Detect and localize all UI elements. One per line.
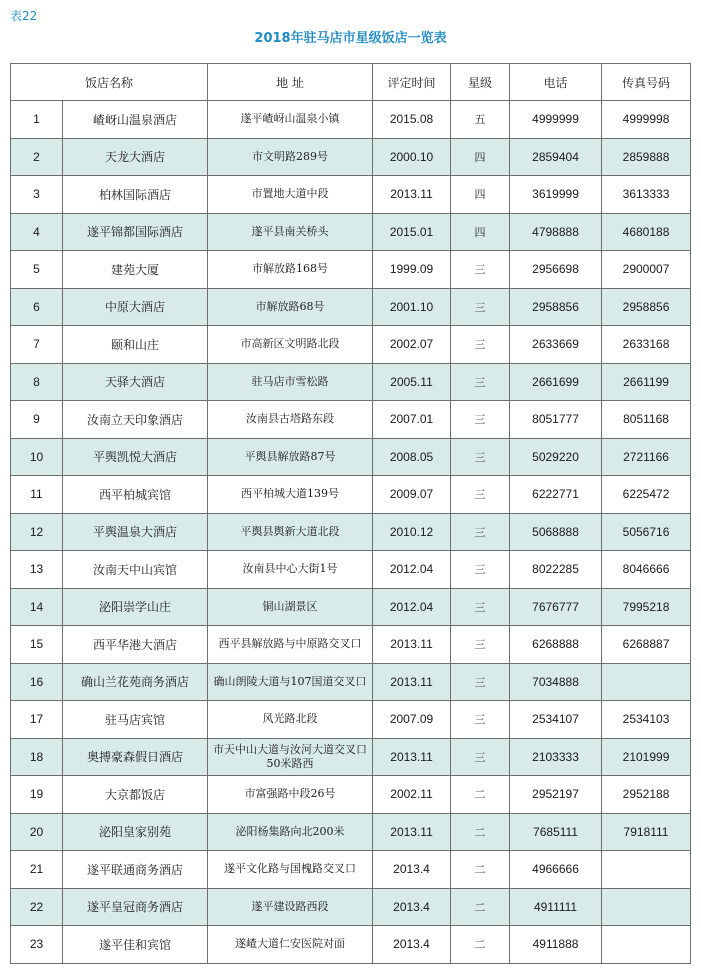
cell-star: 四 bbox=[451, 176, 510, 214]
cell-address: 遂嵖大道仁安医院对面 bbox=[208, 926, 373, 964]
cell-address: 市解放路168号 bbox=[208, 251, 373, 289]
cell-address: 汝南县古塔路东段 bbox=[208, 401, 373, 439]
cell-index: 13 bbox=[11, 551, 63, 589]
cell-star: 四 bbox=[451, 138, 510, 176]
cell-hotel-name: 颐和山庄 bbox=[63, 326, 208, 364]
cell-fax bbox=[602, 888, 691, 926]
cell-hotel-name: 平舆凯悦大酒店 bbox=[63, 438, 208, 476]
cell-address: 风光路北段 bbox=[208, 701, 373, 739]
cell-date: 2013.11 bbox=[373, 813, 451, 851]
cell-hotel-name: 天驿大酒店 bbox=[63, 363, 208, 401]
cell-hotel-name: 驻马店宾馆 bbox=[63, 701, 208, 739]
cell-fax: 8051168 bbox=[602, 401, 691, 439]
cell-fax: 2633168 bbox=[602, 326, 691, 364]
header-star: 星级 bbox=[451, 64, 510, 101]
cell-fax bbox=[602, 663, 691, 701]
cell-date: 2010.12 bbox=[373, 513, 451, 551]
cell-phone: 4911111 bbox=[510, 888, 602, 926]
cell-phone: 2633669 bbox=[510, 326, 602, 364]
cell-fax: 2952188 bbox=[602, 776, 691, 814]
cell-fax: 6268887 bbox=[602, 626, 691, 664]
cell-phone: 8051777 bbox=[510, 401, 602, 439]
cell-fax: 7995218 bbox=[602, 588, 691, 626]
cell-hotel-name: 西平华港大酒店 bbox=[63, 626, 208, 664]
cell-index: 17 bbox=[11, 701, 63, 739]
cell-index: 5 bbox=[11, 251, 63, 289]
cell-star: 二 bbox=[451, 776, 510, 814]
cell-star: 三 bbox=[451, 401, 510, 439]
cell-address: 遂平文化路与国槐路交叉口 bbox=[208, 851, 373, 889]
cell-fax bbox=[602, 926, 691, 964]
cell-address: 遂平建设路西段 bbox=[208, 888, 373, 926]
cell-hotel-name: 柏林国际酒店 bbox=[63, 176, 208, 214]
cell-fax: 6225472 bbox=[602, 476, 691, 514]
table-row bbox=[11, 738, 691, 776]
cell-star: 三 bbox=[451, 701, 510, 739]
cell-star: 三 bbox=[451, 738, 510, 776]
cell-star: 二 bbox=[451, 813, 510, 851]
cell-hotel-name: 泌阳崇学山庄 bbox=[63, 588, 208, 626]
cell-phone: 4966666 bbox=[510, 851, 602, 889]
table-row bbox=[11, 588, 691, 626]
cell-date: 2005.11 bbox=[373, 363, 451, 401]
cell-address: 确山朗陵大道与107国道交叉口 bbox=[208, 663, 373, 701]
cell-index: 12 bbox=[11, 513, 63, 551]
cell-date: 2000.10 bbox=[373, 138, 451, 176]
table-row bbox=[11, 138, 691, 176]
cell-star: 三 bbox=[451, 513, 510, 551]
cell-address: 市富强路中段26号 bbox=[208, 776, 373, 814]
cell-phone: 4999999 bbox=[510, 101, 602, 139]
table-row bbox=[11, 438, 691, 476]
table-label: 表22 bbox=[10, 9, 38, 23]
cell-fax: 2721166 bbox=[602, 438, 691, 476]
header-fax: 传真号码 bbox=[602, 64, 691, 101]
cell-hotel-name: 平舆温泉大酒店 bbox=[63, 513, 208, 551]
cell-fax: 2859888 bbox=[602, 138, 691, 176]
cell-phone: 7034888 bbox=[510, 663, 602, 701]
cell-address: 市解放路68号 bbox=[208, 288, 373, 326]
table-row bbox=[11, 663, 691, 701]
table-row bbox=[11, 813, 691, 851]
cell-star: 三 bbox=[451, 551, 510, 589]
cell-address: 平舆县解放路87号 bbox=[208, 438, 373, 476]
cell-hotel-name: 汝南天中山宾馆 bbox=[63, 551, 208, 589]
cell-address: 驻马店市雪松路 bbox=[208, 363, 373, 401]
table-row bbox=[11, 551, 691, 589]
cell-phone: 5029220 bbox=[510, 438, 602, 476]
cell-date: 2002.07 bbox=[373, 326, 451, 364]
cell-address: 西平县解放路与中原路交叉口 bbox=[208, 626, 373, 664]
cell-date: 2013.4 bbox=[373, 926, 451, 964]
cell-phone: 4798888 bbox=[510, 213, 602, 251]
cell-hotel-name: 遂平皇冠商务酒店 bbox=[63, 888, 208, 926]
table-row bbox=[11, 476, 691, 514]
cell-hotel-name: 遂平联通商务酒店 bbox=[63, 851, 208, 889]
table-row bbox=[11, 251, 691, 289]
cell-date: 2008.05 bbox=[373, 438, 451, 476]
cell-date: 2013.11 bbox=[373, 626, 451, 664]
cell-index: 1 bbox=[11, 101, 63, 139]
cell-hotel-name: 遂平佳和宾馆 bbox=[63, 926, 208, 964]
cell-index: 21 bbox=[11, 851, 63, 889]
table-row bbox=[11, 288, 691, 326]
cell-index: 9 bbox=[11, 401, 63, 439]
table-row bbox=[11, 401, 691, 439]
table-row bbox=[11, 926, 691, 964]
cell-date: 2007.01 bbox=[373, 401, 451, 439]
cell-address: 市天中山大道与汝河大道交叉口50米路西 bbox=[208, 738, 373, 776]
cell-star: 三 bbox=[451, 588, 510, 626]
cell-hotel-name: 遂平锦都国际酒店 bbox=[63, 213, 208, 251]
cell-fax: 2900007 bbox=[602, 251, 691, 289]
cell-date: 2013.11 bbox=[373, 738, 451, 776]
cell-hotel-name: 确山兰花苑商务酒店 bbox=[63, 663, 208, 701]
cell-phone: 5068888 bbox=[510, 513, 602, 551]
cell-date: 1999.09 bbox=[373, 251, 451, 289]
hotel-table bbox=[10, 63, 691, 964]
cell-phone: 2956698 bbox=[510, 251, 602, 289]
cell-star: 三 bbox=[451, 476, 510, 514]
cell-fax: 2661199 bbox=[602, 363, 691, 401]
table-row bbox=[11, 626, 691, 664]
cell-phone: 2661699 bbox=[510, 363, 602, 401]
cell-star: 二 bbox=[451, 888, 510, 926]
cell-star: 三 bbox=[451, 326, 510, 364]
cell-index: 10 bbox=[11, 438, 63, 476]
cell-index: 18 bbox=[11, 738, 63, 776]
cell-fax: 5056716 bbox=[602, 513, 691, 551]
cell-phone: 3619999 bbox=[510, 176, 602, 214]
cell-hotel-name: 泌阳皇家别苑 bbox=[63, 813, 208, 851]
cell-address: 西平柏城大道139号 bbox=[208, 476, 373, 514]
cell-fax: 2534103 bbox=[602, 701, 691, 739]
cell-address: 市文明路289号 bbox=[208, 138, 373, 176]
page-title: 2018年驻马店市星级饭店一览表 bbox=[254, 31, 447, 46]
cell-index: 6 bbox=[11, 288, 63, 326]
cell-star: 五 bbox=[451, 101, 510, 139]
cell-phone: 6222771 bbox=[510, 476, 602, 514]
cell-date: 2015.08 bbox=[373, 101, 451, 139]
cell-address: 汝南县中心大街1号 bbox=[208, 551, 373, 589]
cell-fax: 4999998 bbox=[602, 101, 691, 139]
cell-index: 15 bbox=[11, 626, 63, 664]
cell-hotel-name: 天龙大酒店 bbox=[63, 138, 208, 176]
cell-address: 遂平县南关桥头 bbox=[208, 213, 373, 251]
table-row bbox=[11, 213, 691, 251]
table-row bbox=[11, 701, 691, 739]
cell-hotel-name: 嵖岈山温泉酒店 bbox=[63, 101, 208, 139]
cell-phone: 2952197 bbox=[510, 776, 602, 814]
cell-fax: 8046666 bbox=[602, 551, 691, 589]
cell-date: 2009.07 bbox=[373, 476, 451, 514]
cell-date: 2002.11 bbox=[373, 776, 451, 814]
cell-fax: 2958856 bbox=[602, 288, 691, 326]
cell-star: 三 bbox=[451, 438, 510, 476]
cell-phone: 2859404 bbox=[510, 138, 602, 176]
cell-star: 二 bbox=[451, 926, 510, 964]
cell-date: 2012.04 bbox=[373, 588, 451, 626]
cell-hotel-name: 西平柏城宾馆 bbox=[63, 476, 208, 514]
table-body bbox=[11, 101, 691, 964]
cell-star: 三 bbox=[451, 363, 510, 401]
cell-star: 四 bbox=[451, 213, 510, 251]
cell-phone: 2103333 bbox=[510, 738, 602, 776]
cell-date: 2013.4 bbox=[373, 851, 451, 889]
header-name: 饭店名称 bbox=[11, 64, 208, 101]
cell-address: 铜山湖景区 bbox=[208, 588, 373, 626]
cell-star: 三 bbox=[451, 626, 510, 664]
cell-address: 泌阳杨集路向北200米 bbox=[208, 813, 373, 851]
cell-index: 8 bbox=[11, 363, 63, 401]
cell-address: 市高新区文明路北段 bbox=[208, 326, 373, 364]
cell-fax: 2101999 bbox=[602, 738, 691, 776]
cell-index: 16 bbox=[11, 663, 63, 701]
header-row bbox=[11, 64, 691, 101]
cell-fax: 4680188 bbox=[602, 213, 691, 251]
cell-star: 三 bbox=[451, 251, 510, 289]
cell-index: 2 bbox=[11, 138, 63, 176]
cell-phone: 2534107 bbox=[510, 701, 602, 739]
cell-phone: 4911888 bbox=[510, 926, 602, 964]
cell-index: 22 bbox=[11, 888, 63, 926]
cell-phone: 6268888 bbox=[510, 626, 602, 664]
table-row bbox=[11, 363, 691, 401]
table-row bbox=[11, 513, 691, 551]
cell-hotel-name: 中原大酒店 bbox=[63, 288, 208, 326]
cell-date: 2007.09 bbox=[373, 701, 451, 739]
cell-date: 2012.04 bbox=[373, 551, 451, 589]
cell-index: 3 bbox=[11, 176, 63, 214]
table-row bbox=[11, 326, 691, 364]
cell-fax: 3613333 bbox=[602, 176, 691, 214]
cell-star: 二 bbox=[451, 851, 510, 889]
cell-star: 三 bbox=[451, 663, 510, 701]
cell-date: 2013.11 bbox=[373, 663, 451, 701]
cell-phone: 8022285 bbox=[510, 551, 602, 589]
cell-hotel-name: 建苑大厦 bbox=[63, 251, 208, 289]
cell-hotel-name: 汝南立天印象酒店 bbox=[63, 401, 208, 439]
cell-date: 2013.11 bbox=[373, 176, 451, 214]
cell-index: 11 bbox=[11, 476, 63, 514]
cell-hotel-name: 大京都饭店 bbox=[63, 776, 208, 814]
cell-hotel-name: 奥搏豪森假日酒店 bbox=[63, 738, 208, 776]
cell-fax bbox=[602, 851, 691, 889]
cell-index: 20 bbox=[11, 813, 63, 851]
cell-date: 2015.01 bbox=[373, 213, 451, 251]
table-row bbox=[11, 176, 691, 214]
cell-index: 23 bbox=[11, 926, 63, 964]
cell-index: 19 bbox=[11, 776, 63, 814]
table-row bbox=[11, 888, 691, 926]
table-row bbox=[11, 776, 691, 814]
header-phone: 电话 bbox=[510, 64, 602, 101]
cell-index: 4 bbox=[11, 213, 63, 251]
cell-phone: 7676777 bbox=[510, 588, 602, 626]
cell-phone: 2958856 bbox=[510, 288, 602, 326]
cell-address: 遂平嵖岈山温泉小镇 bbox=[208, 101, 373, 139]
header-address: 地 址 bbox=[208, 64, 373, 101]
cell-date: 2013.4 bbox=[373, 888, 451, 926]
cell-star: 三 bbox=[451, 288, 510, 326]
cell-index: 7 bbox=[11, 326, 63, 364]
cell-date: 2001.10 bbox=[373, 288, 451, 326]
table-row bbox=[11, 101, 691, 139]
cell-phone: 7685111 bbox=[510, 813, 602, 851]
cell-fax: 7918111 bbox=[602, 813, 691, 851]
header-date: 评定时间 bbox=[373, 64, 451, 101]
cell-index: 14 bbox=[11, 588, 63, 626]
cell-address: 平舆县舆新大道北段 bbox=[208, 513, 373, 551]
cell-address: 市置地大道中段 bbox=[208, 176, 373, 214]
table-row bbox=[11, 851, 691, 889]
